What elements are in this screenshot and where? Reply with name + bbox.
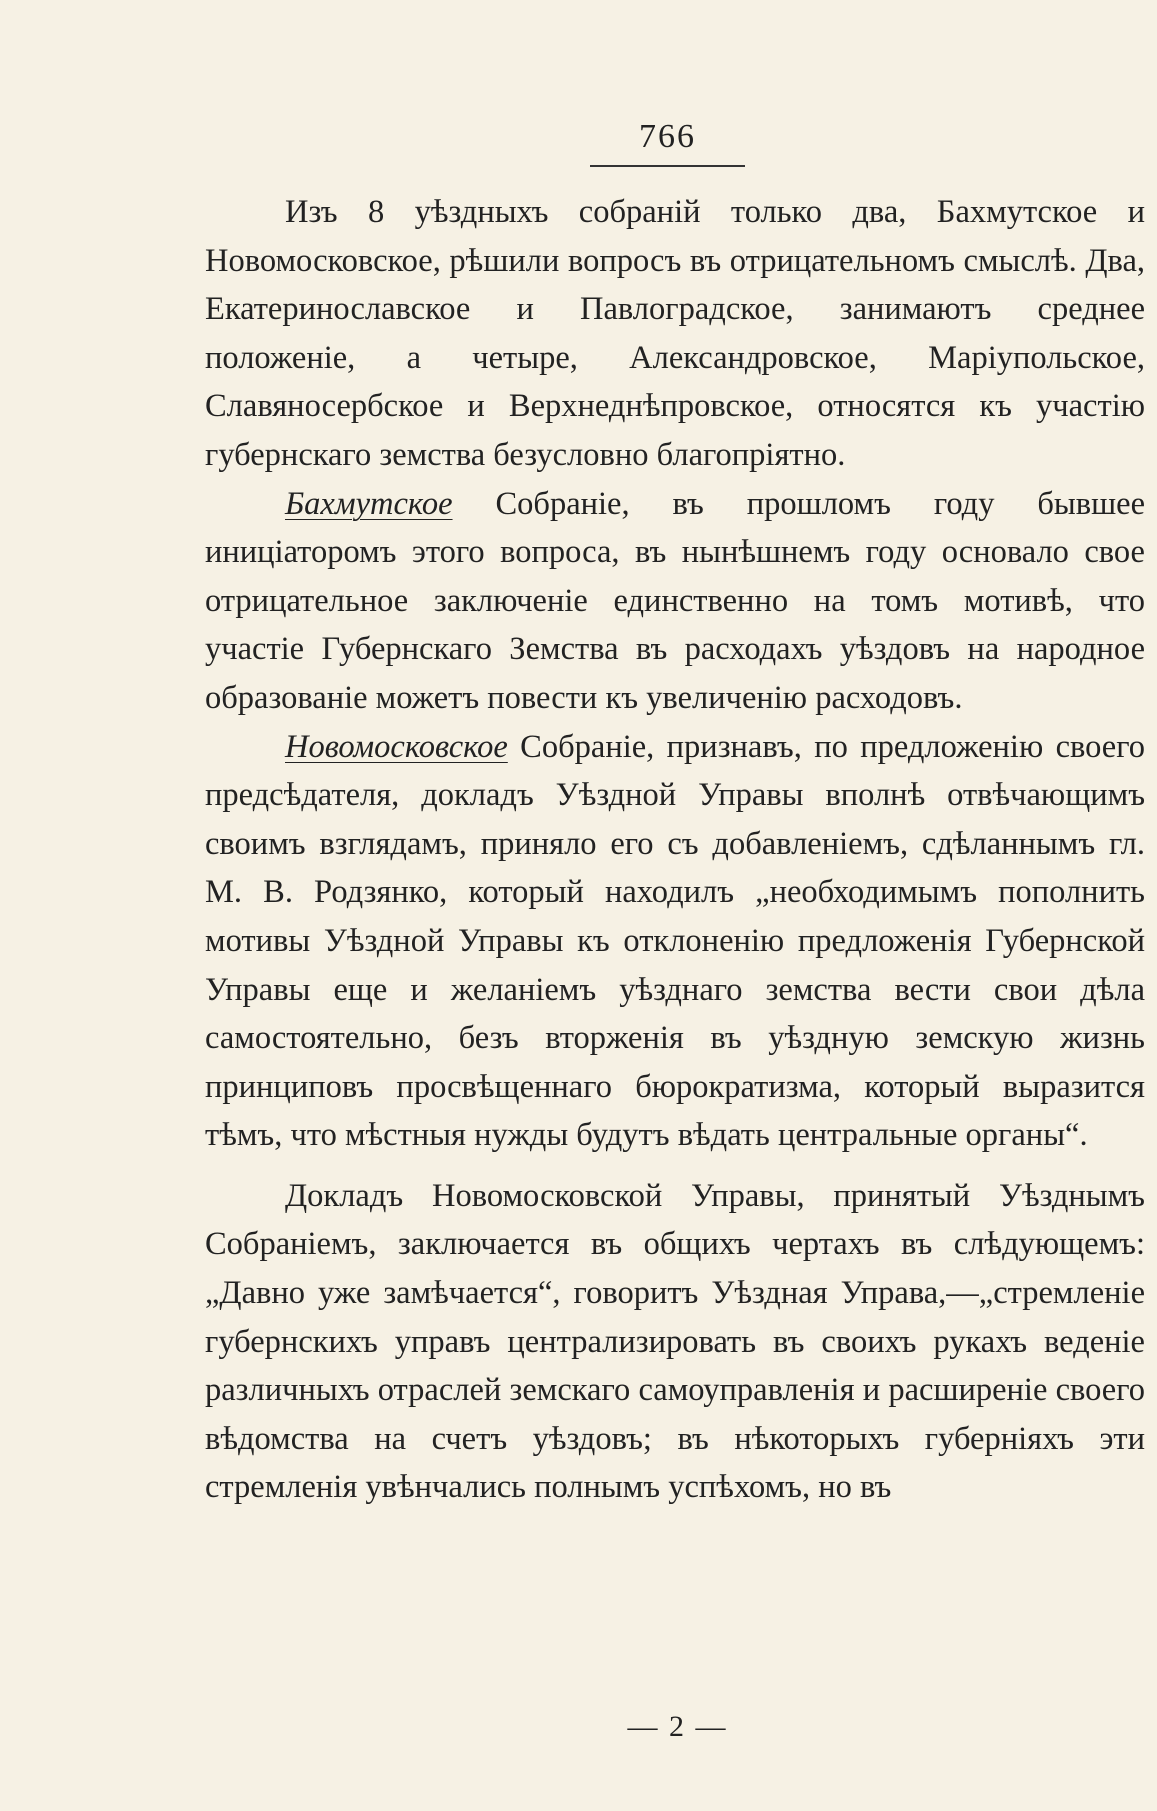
paragraph-1: [205, 188, 1145, 480]
paragraph-3-text: Собраніе, признавъ, по предложенію своего предсѣдателя, докладъ Уѣздной Управы вполнѣ отвѣчающимъ своимъ взглядамъ, приняло его съ добавленіемъ, сдѣланнымъ гл. М. В. Родзянко, который находилъ „необходимымъ пополнить мотивы Уѣздной Управы къ отклоненію предложенія Губернской Управы еще и желаніемъ уѣзднаго земства вести свои дѣла самостоятельно, безъ вторженія въ уѣздную земскую жизнь принциповъ просвѣщеннаго бюрократизма, который выразится тѣмъ, что мѣстныя нужды будутъ вѣдать центральные органы“.: [205, 728, 1145, 1154]
body-text: [205, 188, 1145, 1512]
paragraph-2-text: Собраніе, въ прошломъ году бывшее иниціаторомъ этого вопроса, въ нынѣшнемъ году основало свое отрицательное заключеніе единственно на томъ мотивѣ, что участіе Губернскаго Земства въ расходахъ уѣздовъ на народное образованіе можетъ повести къ увеличенію расходовъ.: [205, 485, 1145, 716]
paragraph-4: [205, 1172, 1145, 1512]
paragraph-1-text: Изъ 8 уѣздныхъ собраній только два, Бахмутское и Новомосковское, рѣшили вопросъ въ отрицательномъ смыслѣ. Два, Екатеринославское и Павлоградское, занимаютъ среднее положеніе, а четыре, Александровское, Маріупольское, Славяносербское и Верхнеднѣпровское, относятся къ участію губернскаго земства безусловно благопріятно.: [205, 194, 1145, 473]
paragraph-2-lead: Бахмутское: [285, 485, 453, 522]
page-number: 766: [639, 118, 696, 155]
paragraph-2: [205, 480, 1145, 723]
paragraph-4-text: Докладъ Новомосковской Управы, принятый Уѣзднымъ Собраніемъ, заключается въ общихъ чертахъ въ слѣдующемъ: „Давно уже замѣчается“, говоритъ Уѣздная Управа,—„стремленіе губернскихъ управъ централизировать въ своихъ рукахъ веденіе различныхъ отраслей земскаго самоуправленія и расширеніе своего вѣдомства на счетъ уѣздовъ; въ нѣкоторыхъ губерніяхъ эти стремленія увѣнчались полнымъ успѣхомъ, но въ: [205, 1177, 1145, 1506]
page-number-rule: [590, 165, 745, 167]
signature-mark: — 2 —: [627, 1710, 728, 1743]
paragraph-3: [205, 723, 1145, 1160]
paragraph-3-lead: Новомосковское: [285, 728, 508, 765]
